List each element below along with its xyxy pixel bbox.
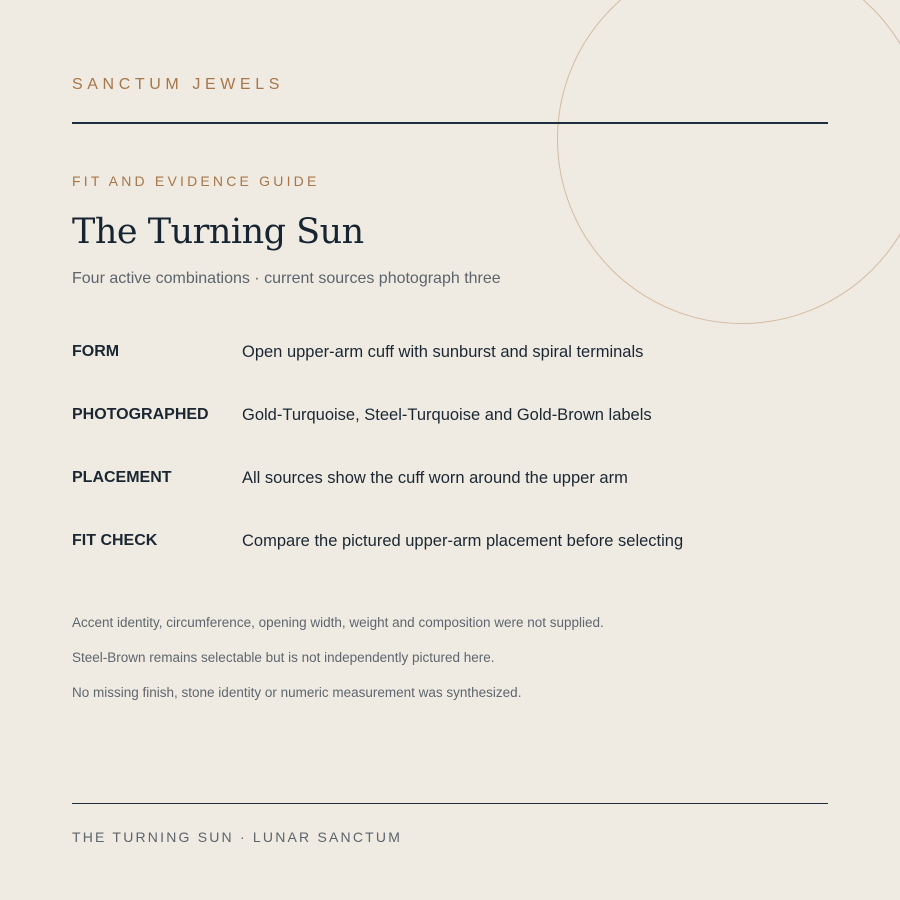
note-no-synthesis: No missing finish, stone identity or numeric measurement was synthesized.	[72, 685, 522, 700]
note-missing-attributes: Accent identity, circumference, opening width, weight and composition were not supplied.	[72, 615, 604, 630]
spec-value: All sources show the cuff worn around the upper arm	[242, 469, 628, 487]
spec-value: Compare the pictured upper-arm placement before selecting	[242, 532, 684, 550]
footer-divider	[72, 803, 828, 804]
spec-row-form	[72, 343, 828, 365]
spec-label: PLACEMENT	[72, 469, 172, 486]
note-steel-brown: Steel-Brown remains selectable but is not independently pictured here.	[72, 650, 495, 665]
spec-row-placement	[72, 469, 828, 491]
spec-value: Open upper-arm cuff with sunburst and spiral terminals	[242, 343, 644, 361]
footer-text: THE TURNING SUN · LUNAR SANCTUM	[72, 829, 403, 845]
spec-row-fit-check	[72, 532, 828, 554]
header-divider	[72, 122, 828, 124]
spec-value: Gold-Turquoise, Steel-Turquoise and Gold-Brown labels	[242, 406, 652, 424]
spec-label: PHOTOGRAPHED	[72, 406, 209, 423]
brand-name: SANCTUM JEWELS	[72, 76, 284, 93]
page-subtitle: Four active combinations · current sources photograph three	[72, 270, 501, 287]
page-title: The Turning Sun	[72, 212, 364, 252]
spec-label: FIT CHECK	[72, 532, 158, 549]
decorative-circle	[557, 0, 900, 324]
spec-label: FORM	[72, 343, 120, 360]
section-eyebrow: FIT AND EVIDENCE GUIDE	[72, 173, 320, 189]
spec-row-photographed	[72, 406, 828, 428]
